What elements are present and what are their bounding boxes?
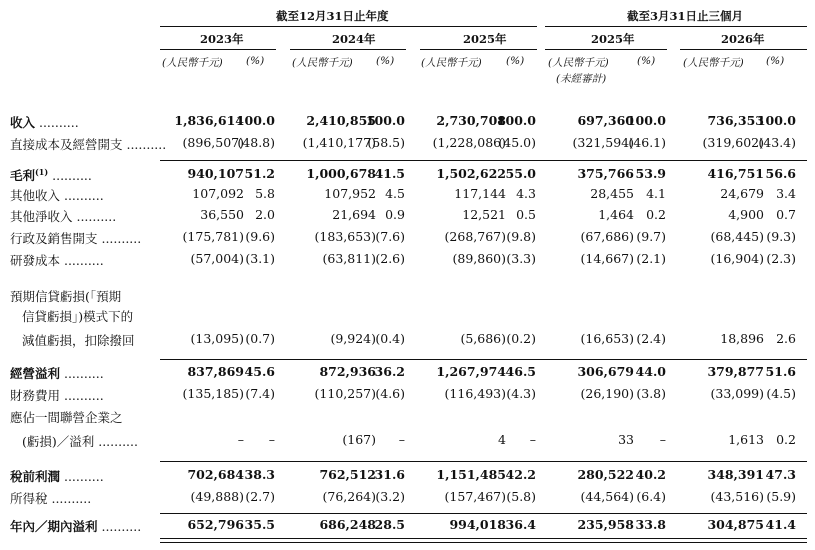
row-label-text: 直接成本及經營開支 — [10, 137, 123, 152]
table-row — [0, 517, 815, 535]
amount-cell: (1,410,177) — [302, 135, 376, 150]
amount-cell: (49,888) — [190, 489, 244, 504]
row-label-text: 財務費用 — [10, 388, 61, 403]
percent-cell: (7.4) — [245, 386, 275, 401]
percent-cell: 0.7 — [776, 207, 796, 222]
percent-cell: (6.4) — [636, 489, 666, 504]
percent-cell: 35.5 — [244, 517, 275, 532]
amount-cell: 837,869 — [187, 364, 244, 379]
table-row — [0, 489, 815, 507]
row-label-text: (虧損)／溢利 — [22, 434, 95, 449]
percent-cell: (0.4) — [375, 331, 405, 346]
amount-cell: 702,684 — [187, 467, 244, 482]
amount-cell: (268,767) — [444, 229, 506, 244]
percent-cell: – — [398, 432, 405, 447]
year-underline — [160, 49, 276, 50]
amount-cell: (63,811) — [322, 251, 376, 266]
table-row — [0, 251, 815, 269]
row-label — [10, 386, 104, 404]
percent-cell: (2.3) — [766, 251, 796, 266]
percent-cell: – — [659, 432, 666, 447]
period-underline-fy — [160, 26, 537, 27]
amount-cell: (321,594) — [572, 135, 634, 150]
percent-cell: 33.8 — [635, 517, 666, 532]
percent-cell: (9.7) — [636, 229, 666, 244]
row-label — [22, 307, 133, 325]
amount-cell: (157,467) — [444, 489, 506, 504]
amount-cell: 379,877 — [707, 364, 764, 379]
leader-dots: .......... — [60, 366, 104, 381]
percent-cell: – — [268, 432, 275, 447]
row-label — [10, 135, 166, 153]
percent-cell: (2.7) — [245, 489, 275, 504]
amount-cell: 652,796 — [187, 517, 244, 532]
amount-cell: 994,018 — [449, 517, 506, 532]
footnote-marker: (1) — [35, 166, 49, 177]
unit-label-pct: (%) — [766, 55, 785, 67]
amount-cell: (16,653) — [580, 331, 634, 346]
table-row — [0, 229, 815, 247]
amount-cell: 235,958 — [577, 517, 634, 532]
percent-cell: 2.6 — [776, 331, 796, 346]
row-label — [22, 331, 135, 349]
subtotal-rule — [160, 359, 807, 360]
amount-cell: (110,257) — [314, 386, 376, 401]
amount-cell: (57,004) — [190, 251, 244, 266]
total-double-rule — [160, 538, 807, 543]
percent-cell: 42.2 — [505, 467, 536, 482]
leader-dots: .......... — [48, 168, 92, 183]
leader-dots: .......... — [122, 137, 167, 152]
amount-cell: 1,464 — [598, 207, 634, 222]
year-underline — [680, 49, 807, 50]
amount-cell: 1,151,485 — [436, 467, 506, 482]
percent-cell: 0.5 — [516, 207, 536, 222]
percent-cell: (4.3) — [506, 386, 536, 401]
percent-cell: (3.2) — [375, 489, 405, 504]
subtotal-rule — [160, 461, 807, 462]
unit-label-amount: (人民幣千元) — [292, 57, 353, 69]
leader-dots: .......... — [60, 469, 104, 484]
percent-cell: 38.3 — [244, 467, 275, 482]
percent-cell: (48.8) — [237, 135, 275, 150]
percent-cell: 41.4 — [765, 517, 796, 532]
year-underline — [545, 49, 667, 50]
row-label-text: 研發成本 — [10, 253, 61, 268]
amount-cell: (167) — [342, 432, 376, 447]
amount-cell: (175,781) — [182, 229, 244, 244]
amount-cell: 4,900 — [728, 207, 764, 222]
percent-cell: 0.9 — [385, 207, 405, 222]
percent-cell: 4.5 — [385, 186, 405, 201]
table-row — [0, 186, 815, 204]
row-label-text: 收入 — [10, 115, 36, 130]
percent-cell: 0.2 — [646, 207, 666, 222]
amount-cell: (896,507) — [182, 135, 244, 150]
amount-cell: (26,190) — [580, 386, 634, 401]
amount-cell: 304,875 — [707, 517, 764, 532]
unit-label-amount: (人民幣千元) — [421, 57, 482, 69]
percent-cell: 40.2 — [635, 467, 666, 482]
row-label — [10, 364, 104, 382]
amount-cell: 28,455 — [590, 186, 634, 201]
amount-cell: (43,516) — [710, 489, 764, 504]
percent-cell: (0.7) — [245, 331, 275, 346]
table-row — [0, 408, 815, 426]
leader-dots: .......... — [35, 115, 79, 130]
amount-cell: (44,564) — [580, 489, 634, 504]
percent-cell: (4.5) — [766, 386, 796, 401]
amount-cell: 1,502,622 — [436, 166, 506, 181]
year-underline — [420, 49, 537, 50]
leader-dots: .......... — [97, 231, 142, 246]
percent-cell: 31.6 — [374, 467, 405, 482]
percent-cell: – — [529, 432, 536, 447]
percent-cell: (9.6) — [245, 229, 275, 244]
percent-cell: 46.5 — [505, 364, 536, 379]
row-label-text: 毛利 — [10, 168, 36, 183]
amount-cell: (89,860) — [452, 251, 506, 266]
amount-cell: (13,095) — [190, 331, 244, 346]
unit-label-unaudited: (未經審計) — [556, 73, 607, 85]
subtotal-rule — [160, 160, 807, 161]
amount-cell: 1,267,974 — [436, 364, 506, 379]
row-label-text: 行政及銷售開支 — [10, 231, 98, 246]
amount-cell: 416,751 — [707, 166, 764, 181]
row-label — [22, 432, 138, 450]
percent-cell: 4.3 — [516, 186, 536, 201]
leader-dots: .......... — [60, 253, 104, 268]
amount-cell: 12,521 — [462, 207, 506, 222]
row-label — [10, 408, 123, 426]
year-header: 2024年 — [332, 32, 376, 46]
percent-cell: (43.4) — [758, 135, 796, 150]
percent-cell: 5.8 — [255, 186, 275, 201]
leader-dots: .......... — [94, 434, 138, 449]
table-row — [0, 287, 815, 305]
amount-cell: 306,679 — [577, 364, 634, 379]
row-label — [10, 467, 104, 485]
row-label — [10, 251, 104, 269]
row-label-text: 減值虧損，扣除撥回 — [22, 333, 135, 348]
percent-cell: 3.4 — [776, 186, 796, 201]
leader-dots: .......... — [72, 209, 117, 224]
row-label-text: 稅前利潤 — [10, 469, 61, 484]
amount-cell: (68,445) — [710, 229, 764, 244]
percent-cell: (3.1) — [245, 251, 275, 266]
percent-cell: 44.0 — [635, 364, 666, 379]
row-label — [10, 186, 104, 204]
percent-cell: 36.2 — [374, 364, 405, 379]
amount-cell: 117,144 — [454, 186, 506, 201]
percent-cell: 100.0 — [496, 113, 536, 128]
row-label-text: 年內／期內溢利 — [10, 519, 98, 534]
amount-cell: 686,248 — [319, 517, 376, 532]
percent-cell: (3.8) — [636, 386, 666, 401]
table-row — [0, 432, 815, 450]
percent-cell: 47.3 — [765, 467, 796, 482]
amount-cell: 33 — [618, 432, 634, 447]
period-underline-q — [545, 26, 807, 27]
percent-cell: (45.0) — [498, 135, 536, 150]
amount-cell: 24,679 — [720, 186, 764, 201]
amount-cell: 2,730,708 — [436, 113, 506, 128]
percent-cell: (3.3) — [506, 251, 536, 266]
percent-cell: 2.0 — [255, 207, 275, 222]
percent-cell: 53.9 — [635, 166, 666, 181]
year-header: 2025年 — [591, 32, 635, 46]
percent-cell: 0.2 — [776, 432, 796, 447]
percent-cell: (4.6) — [375, 386, 405, 401]
percent-cell: 28.5 — [374, 517, 405, 532]
amount-cell: 1,000,678 — [306, 166, 376, 181]
table-row — [0, 467, 815, 485]
row-label — [10, 207, 116, 225]
amount-cell: (33,099) — [710, 386, 764, 401]
row-label-text: 其他收入 — [10, 188, 61, 203]
leader-dots: .......... — [97, 519, 142, 534]
amount-cell: 1,836,614 — [174, 113, 244, 128]
amount-cell: 280,522 — [577, 467, 634, 482]
amount-cell: (1,228,086) — [432, 135, 506, 150]
row-label-text: 預期信貸虧損(「預期 — [10, 289, 122, 304]
amount-cell: 1,613 — [728, 432, 764, 447]
amount-cell: 348,391 — [707, 467, 764, 482]
amount-cell: 36,550 — [200, 207, 244, 222]
percent-cell: (2.1) — [636, 251, 666, 266]
amount-cell: 107,952 — [324, 186, 376, 201]
percent-cell: (46.1) — [628, 135, 666, 150]
period-header-q: 截至3月31日止三個月 — [627, 9, 744, 23]
percent-cell: 4.1 — [646, 186, 666, 201]
year-header: 2023年 — [200, 32, 244, 46]
row-label-text: 應佔一間聯營企業之 — [10, 410, 123, 425]
row-label — [10, 166, 92, 184]
percent-cell: (7.6) — [375, 229, 405, 244]
unit-label-pct: (%) — [246, 55, 265, 67]
row-label — [10, 489, 91, 507]
amount-cell: (183,653) — [314, 229, 376, 244]
amount-cell: 872,936 — [319, 364, 376, 379]
amount-cell: 940,107 — [187, 166, 244, 181]
percent-cell: 51.6 — [765, 364, 796, 379]
year-underline — [290, 49, 406, 50]
amount-cell: (14,667) — [580, 251, 634, 266]
leader-dots: .......... — [60, 388, 104, 403]
table-row — [0, 207, 815, 225]
percent-cell: 51.2 — [244, 166, 275, 181]
amount-cell: (116,493) — [444, 386, 506, 401]
leader-dots: .......... — [47, 491, 92, 506]
percent-cell: 100.0 — [365, 113, 405, 128]
amount-cell: 107,092 — [192, 186, 244, 201]
percent-cell: (0.2) — [506, 331, 536, 346]
unit-label-amount: (人民幣千元) — [548, 57, 609, 69]
percent-cell: 56.6 — [765, 166, 796, 181]
amount-cell: 4 — [498, 432, 506, 447]
table-row — [0, 386, 815, 404]
row-label — [10, 113, 79, 131]
row-label-text: 其他淨收入 — [10, 209, 73, 224]
period-header-fy: 截至12月31日止年度 — [276, 9, 389, 23]
unit-label-pct: (%) — [376, 55, 395, 67]
percent-cell: (9.3) — [766, 229, 796, 244]
amount-cell: 375,766 — [577, 166, 634, 181]
table-row — [0, 166, 815, 184]
row-label-text: 所得稅 — [10, 491, 48, 506]
table-row — [0, 364, 815, 382]
amount-cell: (67,686) — [580, 229, 634, 244]
subtotal-rule — [160, 513, 807, 514]
amount-cell: 736,353 — [707, 113, 764, 128]
unit-label-amount: (人民幣千元) — [683, 57, 744, 69]
percent-cell: 100.0 — [626, 113, 666, 128]
percent-cell: (9.8) — [506, 229, 536, 244]
amount-cell: 697,360 — [577, 113, 634, 128]
amount-cell: 18,896 — [720, 331, 764, 346]
unit-label-pct: (%) — [506, 55, 525, 67]
amount-cell: – — [237, 432, 244, 447]
percent-cell: 36.4 — [505, 517, 536, 532]
unit-label-pct: (%) — [637, 55, 656, 67]
percent-cell: 41.5 — [374, 166, 405, 181]
year-header: 2025年 — [463, 32, 507, 46]
table-row — [0, 113, 815, 131]
row-label-text: 經營溢利 — [10, 366, 61, 381]
amount-cell: (9,924) — [330, 331, 376, 346]
percent-cell: (5.9) — [766, 489, 796, 504]
percent-cell: 55.0 — [505, 166, 536, 181]
percent-cell: (58.5) — [367, 135, 405, 150]
percent-cell: 45.6 — [244, 364, 275, 379]
amount-cell: (135,185) — [182, 386, 244, 401]
amount-cell: (16,904) — [710, 251, 764, 266]
percent-cell: (2.4) — [636, 331, 666, 346]
year-header: 2026年 — [721, 32, 765, 46]
row-label — [10, 287, 121, 305]
row-label-text: 信貸虧損」)模式下的 — [22, 309, 134, 324]
leader-dots: .......... — [60, 188, 104, 203]
unit-label-amount: (人民幣千元) — [162, 57, 223, 69]
percent-cell: (5.8) — [506, 489, 536, 504]
table-row — [0, 331, 815, 349]
amount-cell: 762,512 — [319, 467, 376, 482]
amount-cell: 2,410,855 — [306, 113, 376, 128]
row-label — [10, 229, 141, 247]
table-row — [0, 307, 815, 325]
percent-cell: 100.0 — [235, 113, 275, 128]
table-row — [0, 135, 815, 153]
amount-cell: (5,686) — [460, 331, 506, 346]
amount-cell: 21,694 — [332, 207, 376, 222]
row-label — [10, 517, 141, 535]
percent-cell: 100.0 — [756, 113, 796, 128]
amount-cell: (76,264) — [322, 489, 376, 504]
percent-cell: (2.6) — [375, 251, 405, 266]
amount-cell: (319,602) — [702, 135, 764, 150]
